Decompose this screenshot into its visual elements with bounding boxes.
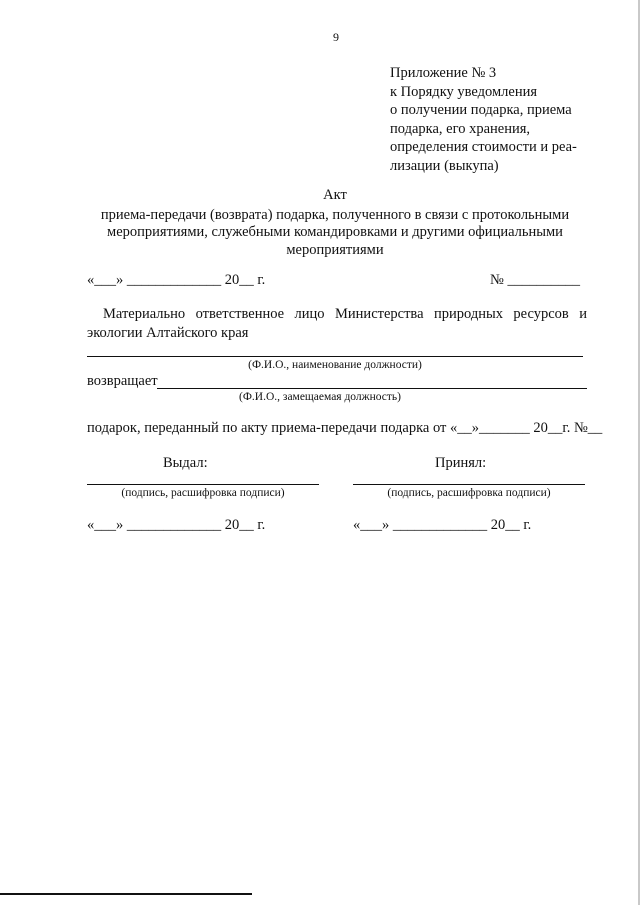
title-line: мероприятиями [286,241,384,258]
issued-signature-line [87,484,319,485]
paragraph-word: ресурсов [513,306,569,322]
fio-caption: (Ф.И.О., наименование должности) [248,359,422,371]
issued-label: Выдал: [163,455,208,471]
page-number: 9 [333,30,339,44]
issued-caption: (подпись, расшифровка подписи) [121,487,285,499]
paragraph-word: Министерства [335,306,424,322]
returns-caption: (Ф.И.О., замещаемая должность) [239,391,401,403]
appendix-line: определения стоимости и реа- [390,139,577,155]
paragraph-line-1 [103,306,587,323]
appendix-line: о получении подарка, приема [390,102,572,118]
paragraph-line-2: экологии Алтайского края [87,325,249,341]
appendix-line: лизации (выкупа) [390,157,499,174]
appendix-line: Приложение № 3 [390,65,497,81]
appendix-line: к Порядку уведомления [390,83,538,100]
paragraph-word: природных [433,306,503,322]
bottom-rule [0,893,252,895]
title-line: приема-передачи (возврата) подарка, полученного в связи с протокольными [100,206,570,223]
returns-label: возвращает [87,373,158,389]
document-title [70,187,600,259]
fio-underline [87,356,583,357]
act-number: № __________ [490,272,580,288]
paragraph-word: ответственное [195,306,285,322]
appendix-line: подарка, его хранения, [390,120,531,137]
appendix-block [390,64,577,175]
returns-underline [157,388,587,389]
received-label: Принял: [435,455,487,471]
gift-line: подарок, переданный по акту приема-передачи подарка от «__»_______ 20__г. №__ [87,420,603,436]
received-date: «___» _____________ 20__ г. [353,517,532,533]
received-signature-line [353,484,585,485]
issued-date: «___» _____________ 20__ г. [87,517,266,533]
title-heading: Акт [323,187,347,203]
act-date: «___» _____________ 20__ г. [87,272,266,288]
received-caption: (подпись, расшифровка подписи) [387,487,551,499]
paragraph-word: и [579,306,587,322]
paragraph-word: лицо [294,306,325,322]
title-line: мероприятиями, служебными командировками и другими официальными [107,224,563,240]
paragraph-word: Материально [103,306,186,322]
